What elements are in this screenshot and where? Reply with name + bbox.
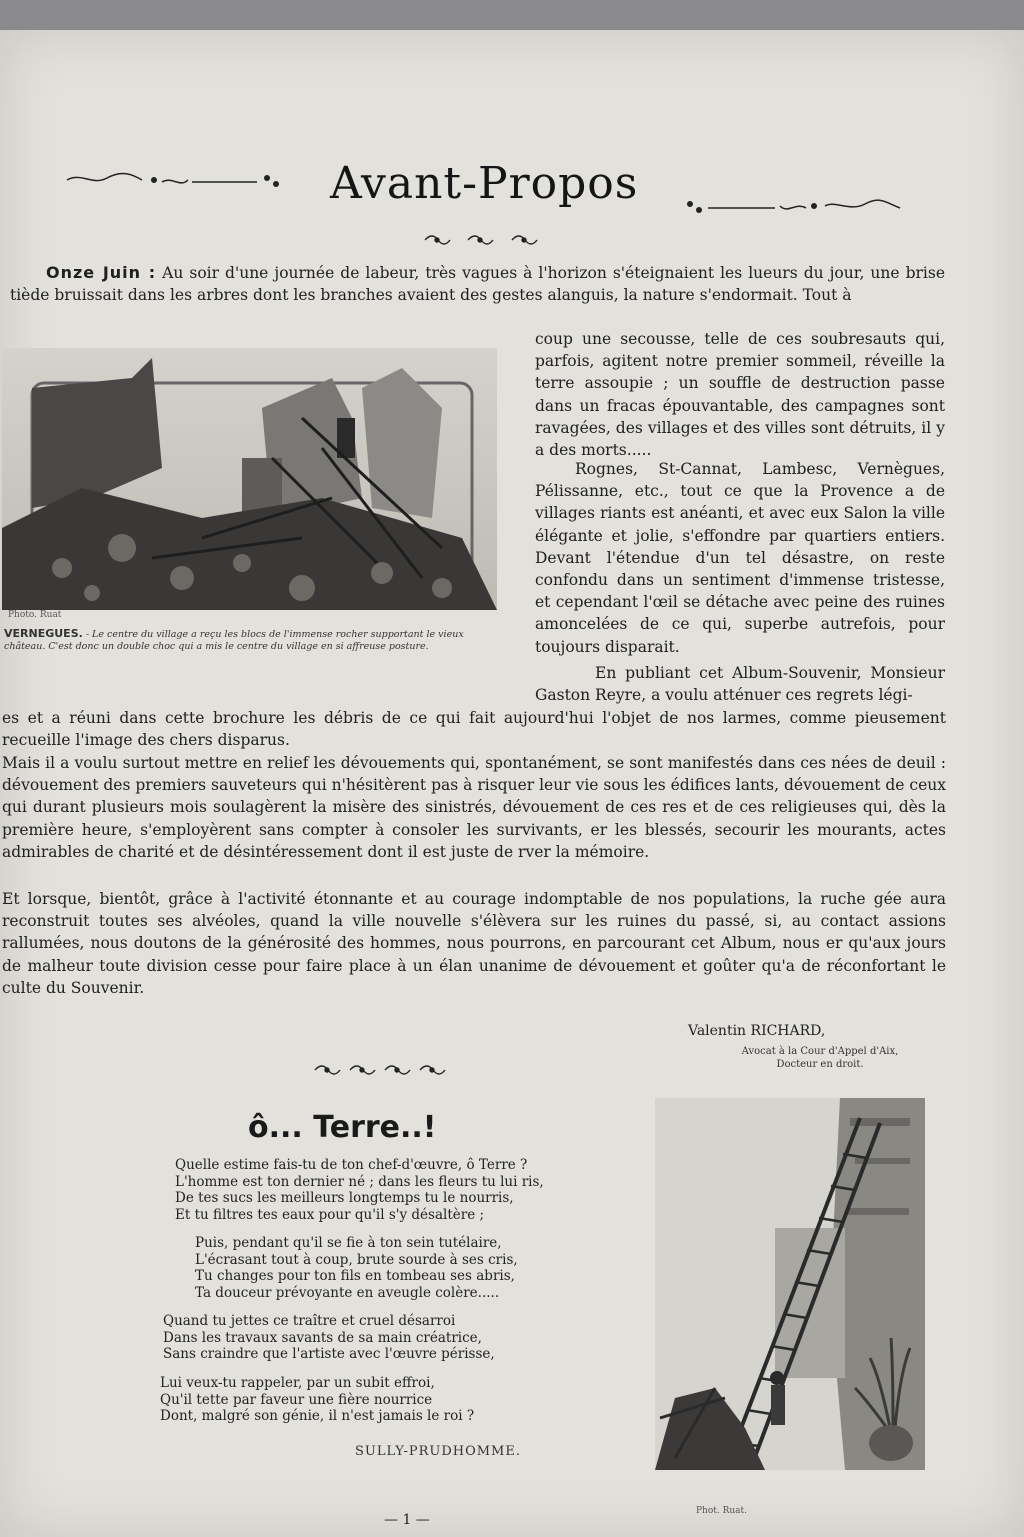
poem-line: Qu'il tette par faveur une fière nourrice xyxy=(160,1391,433,1408)
poem-stanza-1 xyxy=(175,1157,544,1223)
poem-line: Quelle estime fais-tu de ton chef-d'œuvre, ô Terre ? xyxy=(175,1157,528,1173)
title-right-flourish-ornament xyxy=(680,192,905,222)
intro-column-part3: En publiant cet Album-Souvenir, Monsieur Gaston Reyre, a voulu atténuer ces regrets légi- xyxy=(535,664,945,705)
section-divider-ornament xyxy=(312,1060,452,1080)
intro-lead: Onze Juin : xyxy=(46,263,157,282)
body-paragraph-1: es et a réuni dans cette brochure les débris de ce qui fait aujourd'hui l'objet de nos larmes, comme pieusement recueille l'image des chers disparus. xyxy=(2,709,946,750)
ladder-ruins-photo xyxy=(655,1098,925,1470)
ladder-illustration xyxy=(655,1098,925,1470)
poem-line: Et tu filtres tes eaux pour qu'il s'y désaltère ; xyxy=(175,1206,485,1223)
intro-top-text xyxy=(10,262,945,306)
poem-author: SULLY-PRUDHOMME. xyxy=(355,1444,521,1459)
poem-line: L'homme est ton dernier né ; dans les fleurs tu lui ris, xyxy=(175,1173,544,1190)
poem-stanza-4 xyxy=(160,1375,474,1425)
poem-line: Sans craindre que l'artiste avec l'œuvre périsse, xyxy=(163,1346,495,1362)
signature-line1: Avocat à la Cour d'Appel d'Aix, xyxy=(741,1046,899,1057)
poem-line: Tu changes pour ton fils en tombeau ses abris, xyxy=(195,1268,515,1284)
photo1-caption-place: VERNEGUES. xyxy=(4,627,83,640)
poem-line: Puis, pendant qu'il se fie à ton sein tutélaire, xyxy=(195,1235,502,1251)
poem-line: L'écrasant tout à coup, brute sourde à ses cris, xyxy=(195,1251,518,1268)
poem-title: ô... Terre..! xyxy=(248,1110,437,1145)
signature-name: Valentin RICHARD, xyxy=(688,1023,826,1039)
poem-line: Lui veux-tu rappeler, par un subit effroi, xyxy=(160,1375,435,1391)
vernegues-ruins-photo xyxy=(2,348,497,610)
signature-title xyxy=(700,1045,940,1071)
body-paragraph-3: Et lorsque, bientôt, grâce à l'activité étonnante et au courage indomptable de nos populations, la ruche gée aura reconstruit toutes ses alvéoles, quand la ville nouvelle s'élèvera sur les ruines du passé, si, au contact assions rallumées, nous doutons de la générosité des hommes, nous pourrons, en parcourant cet Album, nous er qu'aux jours de malheur toute division cesse pour faire place à un élan unanime de dévouement et goûter qu'a de réconfortant le culte du Souvenir. xyxy=(2,890,946,997)
poem-line: Quand tu jettes ce traître et cruel désarroi xyxy=(163,1313,456,1329)
intro-column-part2: Rognes, St-Cannat, Lambesc, Vernègues, Pélissanne, etc., tout ce que la Provence a de villages riants est anéanti, et avec eux Salon la ville élégante et jolie, s'effondre par quartiers entiers. Devant l'étendue d'un tel désastre, on reste confondu dans un sentiment d'immense tristesse, et cependant l'œil se détache avec peine des ruines amoncelées de ce qui, superbe autrefois, pour toujours disparait. xyxy=(535,460,945,656)
poem-line: Ta douceur prévoyante en aveugle colère..... xyxy=(195,1284,500,1301)
page-number: — 1 — xyxy=(384,1512,430,1528)
ruins-illustration xyxy=(2,348,497,610)
title-left-flourish-ornament xyxy=(62,166,287,196)
document-page xyxy=(0,30,1024,1537)
poem-line: De tes sucs les meilleurs longtemps tu le nourris, xyxy=(175,1190,514,1206)
poem-line: Dans les travaux savants de sa main créatrice, xyxy=(163,1329,482,1346)
title-under-ornament xyxy=(420,230,545,250)
photo2-credit: Phot. Ruat. xyxy=(696,1506,748,1516)
poem-stanza-3 xyxy=(163,1313,495,1363)
photo1-caption-text: - Le centre du village a reçu les blocs de l'immense rocher supportant le vieux château. C'est donc un double choc qui a mis le centre du village en si affreuse posture. xyxy=(4,629,464,652)
photo1-credit: Photo. Ruat xyxy=(8,610,62,620)
signature-line2: Docteur en droit. xyxy=(776,1059,864,1070)
intro-column-part1: coup une secousse, telle de ces soubresauts qui, parfois, agitent notre premier sommeil, réveille la terre assoupie ; un souffle de destruction passe dans un fracas épouvantable, des campagnes sont ravagées, des villages et des villes sont détruits, il y a des morts..... xyxy=(535,330,945,460)
intro-top-sentence: Au soir d'une journée de labeur, très vagues à l'horizon s'éteignaient les lueurs du jour, une brise tiède bruissait dans les arbres dont les branches avaient des gestes alanguis, la nature s'endormait. Tout à xyxy=(10,264,945,305)
poem-stanza-2 xyxy=(195,1235,518,1301)
body-paragraph-2: Mais il a voulu surtout mettre en relief les dévouements qui, spontanément, se sont manifestés dans ces nées de deuil : dévouement des premiers sauveteurs qui n'hésitèrent pas à risquer leur vie sous les édifices lants, dévouement de ceux qui durant plusieurs mois soulagèrent la misère des sinistrés, dévouement de ces res et de ces religieuses qui, dès la première heure, s'employèrent sans compter à consoler les survivants, er les blessés, secourir les mourants, actes admirables de charité et de désintéressement dont il est juste de rver la mémoire. xyxy=(2,754,946,861)
page-title: Avant-Propos xyxy=(330,158,639,209)
poem-line: Dont, malgré son génie, il n'est jamais le roi ? xyxy=(160,1408,475,1424)
photo1-caption xyxy=(4,628,494,653)
